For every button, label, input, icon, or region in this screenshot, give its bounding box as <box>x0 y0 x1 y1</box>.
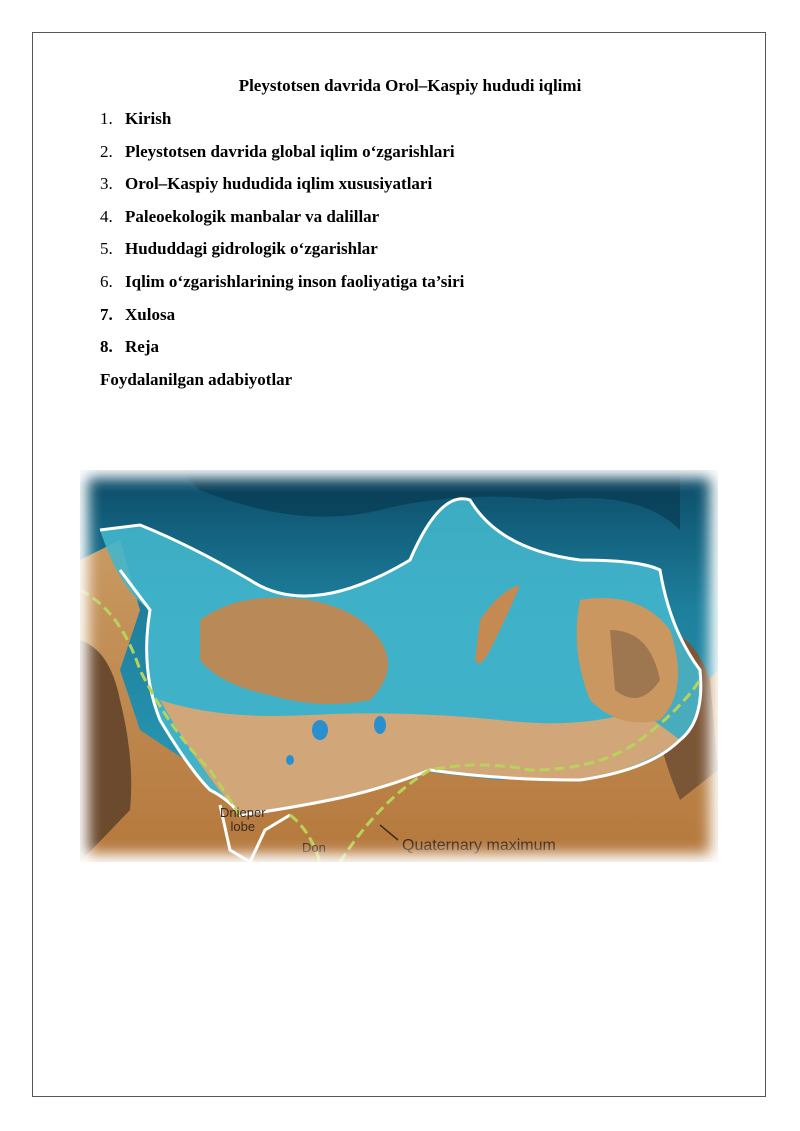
toc-label: Hududdagi gidrologik o‘zgarishlar <box>125 239 378 259</box>
toc-label: Reja <box>125 337 159 357</box>
bibliography-heading: Foydalanilgan adabiyotlar <box>100 369 293 389</box>
toc-item <box>100 271 464 304</box>
toc-item <box>100 141 464 174</box>
toc-number: 8. <box>100 337 113 357</box>
quaternary-maximum-label: Quaternary maximum <box>402 837 556 854</box>
dnieper-lobe-label: Dnieper lobe <box>220 805 266 834</box>
toc-label: Kirish <box>125 109 172 128</box>
table-of-contents <box>100 108 464 401</box>
toc-label: Orol–Kaspiy hududida iqlim xususiyatlari <box>125 174 433 194</box>
toc-number: 1. <box>100 109 113 128</box>
toc-item <box>100 238 464 271</box>
toc-item <box>100 108 464 141</box>
toc-number: 7. <box>100 304 113 324</box>
toc-item <box>100 173 464 206</box>
don-label: Don <box>302 840 326 855</box>
map-graphic <box>80 470 718 862</box>
toc-item <box>100 336 464 369</box>
toc-number: 5. <box>100 239 113 259</box>
toc-label: Paleoekologik manbalar va dalillar <box>125 206 380 226</box>
ice-sheet-map-figure <box>80 470 718 862</box>
toc-label: Iqlim o‘zgarishlarining inson faoliyatiga ta’siri <box>125 271 465 291</box>
toc-number: 6. <box>100 271 113 291</box>
toc-number: 3. <box>100 174 113 194</box>
toc-item <box>100 206 464 239</box>
document-title: Pleystotsen davrida Orol–Kaspiy hududi iqlimi <box>238 76 582 95</box>
toc-label: Pleystotsen davrida global iqlim o‘zgarishlari <box>125 141 455 161</box>
toc-number: 4. <box>100 206 113 226</box>
toc-label: Xulosa <box>125 304 176 324</box>
toc-number: 2. <box>100 141 113 161</box>
toc-item <box>100 304 464 337</box>
